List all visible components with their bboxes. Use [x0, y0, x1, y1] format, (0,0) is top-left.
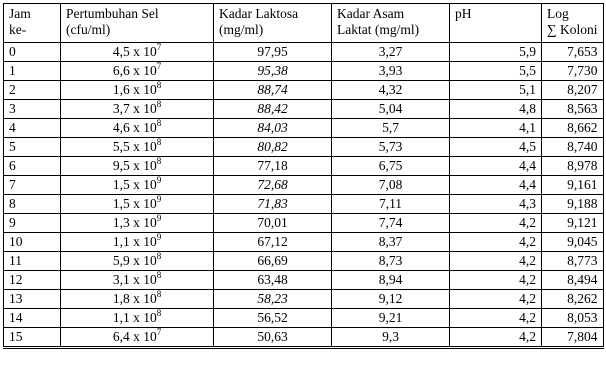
- cell-kadar-asam-laktat: 9,12: [332, 290, 450, 309]
- header-log-line1: Log: [547, 6, 569, 21]
- cell-log-koloni: 7,730: [542, 62, 604, 81]
- cell-jam: 15: [4, 328, 61, 348]
- cell-sel-exponent: 9: [156, 175, 162, 185]
- cell-log-koloni: 7,653: [542, 43, 604, 62]
- table-row: [4, 157, 604, 176]
- cell-ph: 4,3: [450, 195, 542, 214]
- cell-sel-exponent: 7: [156, 327, 162, 337]
- cell-sel-exponent: 8: [156, 289, 162, 299]
- cell-log-koloni: 8,563: [542, 100, 604, 119]
- cell-kadar-asam-laktat: 7,08: [332, 176, 450, 195]
- cell-pertumbuhan-sel: [61, 195, 214, 214]
- table-row: [4, 195, 604, 214]
- cell-kadar-asam-laktat: 8,73: [332, 252, 450, 271]
- cell-ph: 4,4: [450, 176, 542, 195]
- cell-sel-base: 6,6 x 10: [112, 63, 157, 78]
- cell-log-koloni: 8,978: [542, 157, 604, 176]
- cell-sel-base: 1,3 x 10: [112, 215, 157, 230]
- table-row: [4, 233, 604, 252]
- cell-sel-exponent: 9: [156, 232, 162, 242]
- table-row: [4, 81, 604, 100]
- cell-sel-exponent: 8: [156, 270, 162, 280]
- cell-ph: 4,2: [450, 252, 542, 271]
- cell-kadar-laktosa: 88,42: [214, 100, 332, 119]
- cell-log-koloni: 8,494: [542, 271, 604, 290]
- cell-sel-exponent: 8: [156, 118, 162, 128]
- cell-sel-base: 6,4 x 10: [112, 329, 157, 344]
- cell-sel-exponent: 9: [156, 213, 162, 223]
- cell-kadar-laktosa: 72,68: [214, 176, 332, 195]
- table-row: [4, 119, 604, 138]
- cell-sel-exponent: 8: [156, 137, 162, 147]
- cell-pertumbuhan-sel: [61, 62, 214, 81]
- cell-sel-exponent: 7: [156, 61, 162, 71]
- cell-pertumbuhan-sel: [61, 252, 214, 271]
- cell-log-koloni: 7,804: [542, 328, 604, 348]
- cell-pertumbuhan-sel: [61, 233, 214, 252]
- cell-kadar-asam-laktat: 4,32: [332, 81, 450, 100]
- cell-pertumbuhan-sel: [61, 176, 214, 195]
- table-row: [4, 271, 604, 290]
- cell-jam: 8: [4, 195, 61, 214]
- cell-kadar-laktosa: 67,12: [214, 233, 332, 252]
- header-jam-line2: ke-: [9, 22, 27, 37]
- table-row: [4, 176, 604, 195]
- cell-kadar-laktosa: 70,01: [214, 214, 332, 233]
- cell-log-koloni: 8,053: [542, 309, 604, 328]
- cell-kadar-laktosa: 66,69: [214, 252, 332, 271]
- cell-log-koloni: 8,662: [542, 119, 604, 138]
- cell-pertumbuhan-sel: [61, 43, 214, 62]
- cell-pertumbuhan-sel: [61, 309, 214, 328]
- cell-pertumbuhan-sel: [61, 328, 214, 348]
- cell-sel-base: 3,7 x 10: [112, 101, 157, 116]
- cell-ph: 4,4: [450, 157, 542, 176]
- cell-kadar-asam-laktat: 5,7: [332, 119, 450, 138]
- cell-jam: 1: [4, 62, 61, 81]
- cell-kadar-asam-laktat: 9,21: [332, 309, 450, 328]
- cell-ph: 5,5: [450, 62, 542, 81]
- cell-sel-exponent: 8: [156, 251, 162, 261]
- cell-ph: 4,2: [450, 233, 542, 252]
- cell-jam: 11: [4, 252, 61, 271]
- cell-kadar-asam-laktat: 7,11: [332, 195, 450, 214]
- cell-pertumbuhan-sel: [61, 271, 214, 290]
- cell-jam: 12: [4, 271, 61, 290]
- cell-kadar-asam-laktat: 3,27: [332, 43, 450, 62]
- cell-kadar-laktosa: 58,23: [214, 290, 332, 309]
- header-asam-line2: Laktat (mg/ml): [337, 22, 420, 37]
- header-jam: [4, 4, 61, 43]
- cell-log-koloni: 9,188: [542, 195, 604, 214]
- cell-jam: 7: [4, 176, 61, 195]
- cell-kadar-asam-laktat: 8,94: [332, 271, 450, 290]
- cell-jam: 5: [4, 138, 61, 157]
- cell-sel-base: 5,5 x 10: [112, 139, 157, 154]
- data-table: [3, 3, 604, 349]
- cell-kadar-asam-laktat: 3,93: [332, 62, 450, 81]
- table-row: [4, 100, 604, 119]
- cell-kadar-laktosa: 80,82: [214, 138, 332, 157]
- cell-log-koloni: 8,262: [542, 290, 604, 309]
- cell-kadar-laktosa: 50,63: [214, 328, 332, 348]
- cell-kadar-laktosa: 88,74: [214, 81, 332, 100]
- table-row: [4, 309, 604, 328]
- cell-jam: 10: [4, 233, 61, 252]
- table-body: [4, 43, 604, 348]
- cell-jam: 0: [4, 43, 61, 62]
- cell-sel-exponent: 8: [156, 80, 162, 90]
- table-row: [4, 62, 604, 81]
- cell-ph: 5,9: [450, 43, 542, 62]
- cell-kadar-laktosa: 84,03: [214, 119, 332, 138]
- cell-ph: 4,2: [450, 328, 542, 348]
- cell-ph: 4,8: [450, 100, 542, 119]
- header-ph-label: pH: [455, 6, 472, 21]
- cell-jam: 2: [4, 81, 61, 100]
- header-log-line2: ∑ Koloni: [547, 22, 598, 37]
- cell-sel-base: 4,6 x 10: [112, 120, 157, 135]
- cell-log-koloni: 8,773: [542, 252, 604, 271]
- cell-kadar-laktosa: 71,83: [214, 195, 332, 214]
- header-kadar-laktosa: [214, 4, 332, 43]
- header-laktosa-line2: (mg/ml): [219, 22, 264, 37]
- header-sel-line1: Pertumbuhan Sel: [66, 6, 159, 21]
- cell-sel-base: 1,1 x 10: [112, 234, 157, 249]
- cell-sel-base: 1,5 x 10: [112, 196, 157, 211]
- cell-ph: 4,2: [450, 290, 542, 309]
- cell-jam: 4: [4, 119, 61, 138]
- cell-sel-exponent: 9: [156, 194, 162, 204]
- header-row: [4, 4, 604, 43]
- cell-pertumbuhan-sel: [61, 100, 214, 119]
- cell-kadar-asam-laktat: 5,04: [332, 100, 450, 119]
- table-row: [4, 290, 604, 309]
- cell-log-koloni: 9,045: [542, 233, 604, 252]
- cell-kadar-laktosa: 63,48: [214, 271, 332, 290]
- table-row: [4, 328, 604, 348]
- cell-log-koloni: 9,161: [542, 176, 604, 195]
- table-row: [4, 252, 604, 271]
- cell-ph: 5,1: [450, 81, 542, 100]
- cell-kadar-laktosa: 97,95: [214, 43, 332, 62]
- cell-pertumbuhan-sel: [61, 290, 214, 309]
- cell-sel-exponent: 8: [156, 99, 162, 109]
- cell-kadar-asam-laktat: 6,75: [332, 157, 450, 176]
- cell-kadar-laktosa: 95,38: [214, 62, 332, 81]
- cell-kadar-laktosa: 56,52: [214, 309, 332, 328]
- cell-jam: 6: [4, 157, 61, 176]
- cell-pertumbuhan-sel: [61, 157, 214, 176]
- header-pertumbuhan-sel: [61, 4, 214, 43]
- cell-log-koloni: 8,207: [542, 81, 604, 100]
- cell-pertumbuhan-sel: [61, 119, 214, 138]
- table-row: [4, 138, 604, 157]
- cell-kadar-asam-laktat: 5,73: [332, 138, 450, 157]
- cell-jam: 3: [4, 100, 61, 119]
- cell-kadar-asam-laktat: 7,74: [332, 214, 450, 233]
- cell-sel-base: 5,9 x 10: [112, 253, 157, 268]
- cell-sel-base: 9,5 x 10: [112, 158, 157, 173]
- cell-log-koloni: 8,740: [542, 138, 604, 157]
- cell-sel-base: 1,1 x 10: [112, 310, 157, 325]
- cell-ph: 4,1: [450, 119, 542, 138]
- cell-ph: 4,2: [450, 271, 542, 290]
- cell-jam: 9: [4, 214, 61, 233]
- cell-sel-base: 1,6 x 10: [112, 82, 157, 97]
- cell-pertumbuhan-sel: [61, 81, 214, 100]
- cell-pertumbuhan-sel: [61, 214, 214, 233]
- cell-sel-base: 1,5 x 10: [112, 177, 157, 192]
- header-jam-line1: Jam: [9, 6, 31, 21]
- header-sel-line2: (cfu/ml): [66, 22, 111, 37]
- cell-sel-exponent: 7: [156, 42, 162, 52]
- cell-ph: 4,5: [450, 138, 542, 157]
- cell-sel-base: 4,5 x 10: [112, 44, 157, 59]
- table-row: [4, 214, 604, 233]
- cell-jam: 13: [4, 290, 61, 309]
- cell-sel-base: 3,1 x 10: [112, 272, 157, 287]
- table-header: [4, 4, 604, 43]
- table-row: [4, 43, 604, 62]
- cell-sel-exponent: 8: [156, 156, 162, 166]
- cell-kadar-asam-laktat: 8,37: [332, 233, 450, 252]
- cell-ph: 4,2: [450, 214, 542, 233]
- cell-sel-base: 1,8 x 10: [112, 291, 157, 306]
- cell-log-koloni: 9,121: [542, 214, 604, 233]
- cell-ph: 4,2: [450, 309, 542, 328]
- header-ph: [450, 4, 542, 43]
- cell-kadar-laktosa: 77,18: [214, 157, 332, 176]
- header-kadar-asam-laktat: [332, 4, 450, 43]
- cell-pertumbuhan-sel: [61, 138, 214, 157]
- cell-sel-exponent: 8: [156, 308, 162, 318]
- cell-jam: 14: [4, 309, 61, 328]
- header-asam-line1: Kadar Asam: [337, 6, 405, 21]
- cell-kadar-asam-laktat: 9,3: [332, 328, 450, 348]
- header-log-koloni: [542, 4, 604, 43]
- header-laktosa-line1: Kadar Laktosa: [219, 6, 299, 21]
